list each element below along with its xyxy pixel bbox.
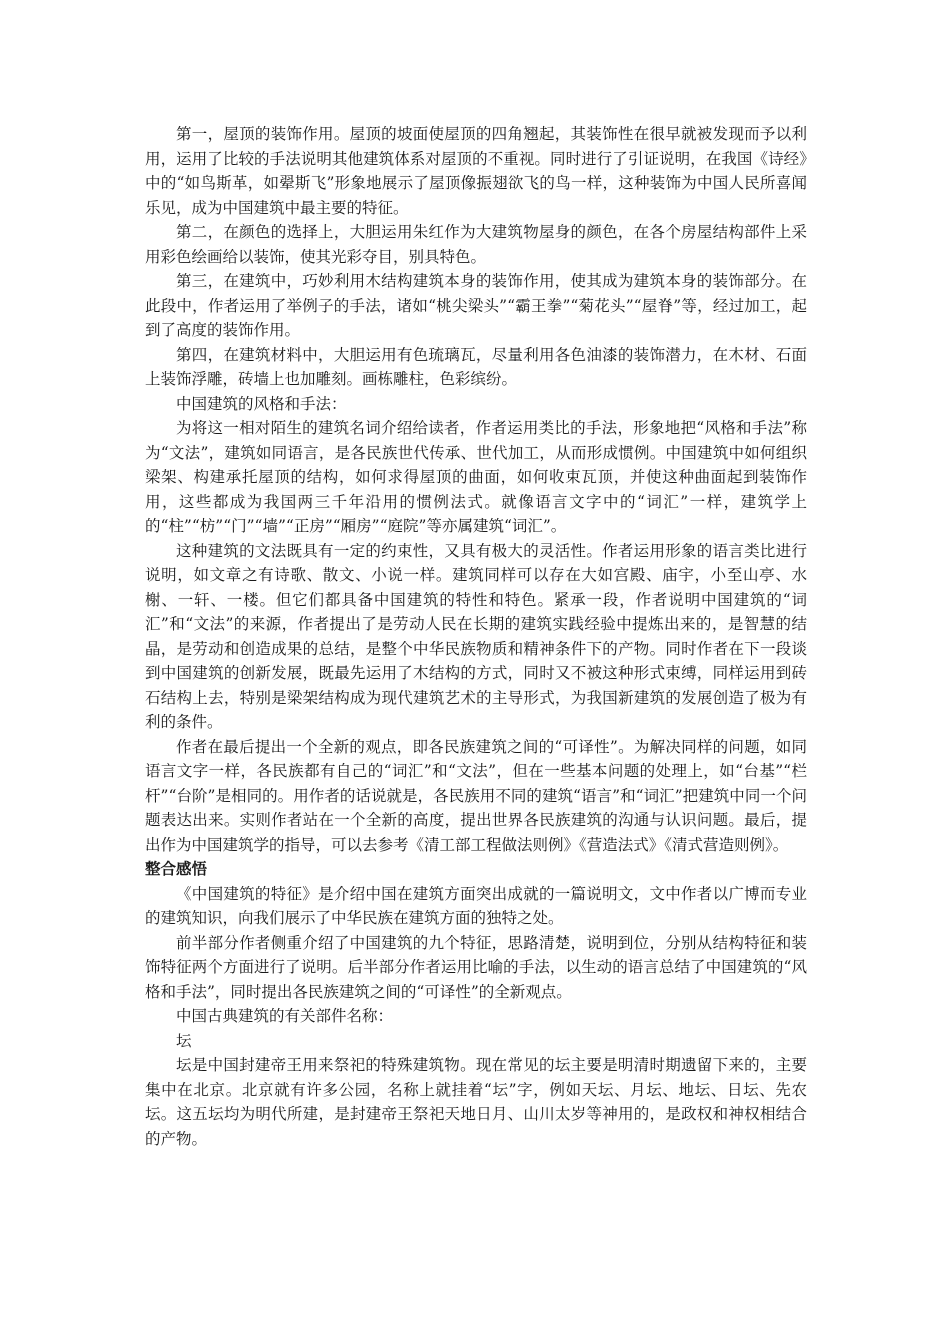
paragraph-flexibility: 这种建筑的文法既具有一定的约束性，又具有极大的灵活性。作者运用形象的语言类比进行说明，如文章之有诗歌、散文、小说一样。建筑同样可以存在大如宫殿、庙宇，小至山亭、水榭、一轩、一楼。但它们都具备中国建筑的特性和特色。紧承一段，作者说明中国建筑的“词汇”和“文法”的来源，作者提出了是劳动人民在长期的建筑实践经验中提炼出来的，是智慧的结晶，是劳动和创造成果的总结，是整个中华民族物质和精神条件下的产物。同时作者在下一段谈到中国建筑的创新发展，既最先运用了木结构的方式，同时又不被这种形式束缚，同样运用到砖石结构上去，特别是梁架结构成为现代建筑艺术的主导形式，为我国新建筑的发展创造了极为有利的条件。 bbox=[145, 541, 807, 731]
paragraph-materials: 第四，在建筑材料中，大胆运用有色琉璃瓦，尽量利用各色油漆的装饰潜力，在木材、石面上装饰浮雕，砖墙上也加雕刻。画栋雕柱，色彩缤纷。 bbox=[145, 345, 807, 388]
section-heading: 整合感悟 bbox=[145, 860, 208, 878]
paragraph-summary-detail: 前半部分作者侧重介绍了中国建筑的九个特征，思路清楚，说明到位，分别从结构特征和装饰特征两个方面进行了说明。后半部分作者运用比喻的手法，以生动的语言总结了中国建筑的“风格和手法”，同时提出各民族建筑之间的“可译性”的全新观点。 bbox=[145, 933, 807, 1001]
paragraph-wood-structure: 第三，在建筑中，巧妙利用木结构建筑本身的装饰作用，使其成为建筑本身的装饰部分。在此段中，作者运用了举例子的手法，诸如“桃尖梁头”“霸王拳”“菊花头”“屋脊”等，经过加工，起到了高度的装饰作用。 bbox=[145, 272, 807, 339]
paragraph-translatability: 作者在最后提出一个全新的观点，即各民族建筑之间的“可译性”。为解决同样的问题，如同语言文字一样，各民族都有自己的“词汇”和“文法”，但在一些基本问题的处理上，如“台基”“栏杆”“台阶”是相同的。用作者的话说就是，各民族用不同的建筑“语言”和“词汇”把建筑中同一个问题表达出来。实则作者站在一个全新的高度，提出世界各民族建筑的沟通与认识问题。最后，提出作为中国建筑学的指导，可以去参考《清工部工程做法则例》《营造法式》《清式营造则例》。 bbox=[145, 737, 807, 854]
paragraph-altar-description: 坛是中国封建帝王用来祭祀的特殊建筑物。现在常见的坛主要是明清时期遗留下来的，主要集中在北京。北京就有许多公园，名称上就挂着“坛”字，例如天坛、月坛、地坛、日坛、先农坛。这五坛均为明代所建，是封建帝王祭祀天地日月、山川太岁等神用的，是政权和神权相结合的产物。 bbox=[145, 1056, 807, 1148]
paragraph-summary-intro: 《中国建筑的特征》是介绍中国在建筑方面突出成就的一篇说明文，文中作者以广博而专业的建筑知识，向我们展示了中华民族在建筑方面的独特之处。 bbox=[145, 884, 807, 927]
paragraph-grammar-analogy: 为将这一相对陌生的建筑名词介绍给读者，作者运用类比的手法，形象地把“风格和手法”称为“文法”，建筑如同语言，是各民族世代传承、世代加工，从而形成惯例。中国建筑中如何组织梁架、构建承托屋顶的结构，如何求得屋顶的曲面，如何收束瓦顶，并使这种曲面起到装饰作用，这些都成为我国两三千年沿用的惯例法式。就像语言文字中的“词汇”一样，建筑学上的“柱”“枋”“门”“墙”“正房”“厢房”“庭院”等亦属建筑“词汇”。 bbox=[145, 419, 807, 535]
paragraph-color-choice: 第二，在颜色的选择上，大胆运用朱红作为大建筑物屋身的颜色，在各个房屋结构部件上采用彩色绘画给以装饰，使其光彩夺目，别具特色。 bbox=[145, 223, 807, 266]
paragraph-style-title: 中国建筑的风格和手法： bbox=[176, 394, 347, 413]
paragraph-altar-term: 坛 bbox=[176, 1031, 192, 1050]
paragraph-components-title: 中国古典建筑的有关部件名称： bbox=[176, 1007, 394, 1025]
document-page bbox=[145, 122, 807, 1151]
paragraph-roof-decoration: 第一，屋顶的装饰作用。屋顶的坡面使屋顶的四角翘起，其装饰性在很早就被发现而予以利用，运用了比较的手法说明其他建筑体系对屋顶的不重视。同时进行了引证说明，在我国《诗经》中的“如鸟斯革，如翚斯飞”形象地展示了屋顶像振翅欲飞的鸟一样，这种装饰为中国人民所喜闻乐见，成为中国建筑中最主要的特征。 bbox=[145, 125, 807, 217]
